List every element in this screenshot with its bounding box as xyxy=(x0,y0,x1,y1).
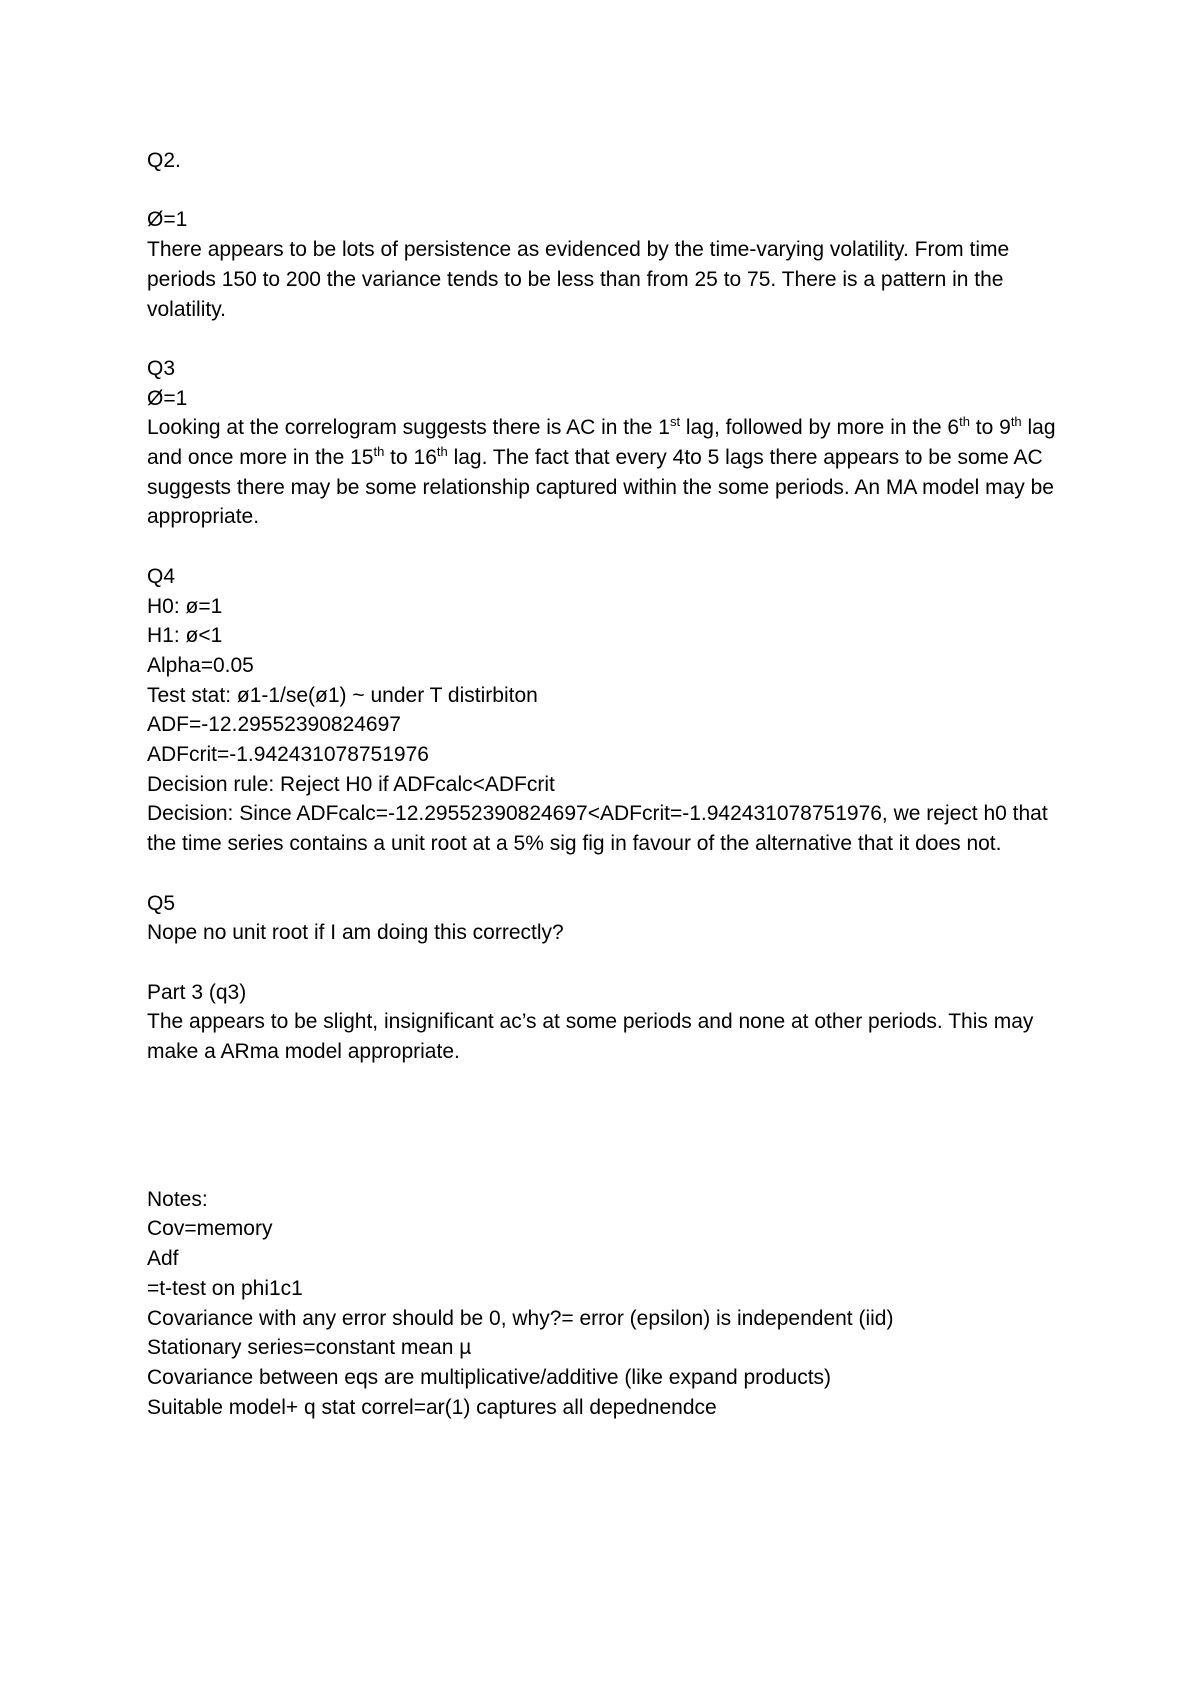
q3-heading: Q3 xyxy=(147,356,176,380)
q4-null-hypothesis: H0: ø=1 xyxy=(147,594,223,618)
spacer xyxy=(147,1067,1067,1185)
q3-text: to 16 xyxy=(384,446,437,469)
q4-heading: Q4 xyxy=(147,564,176,588)
ordinal-suffix: th xyxy=(373,444,385,459)
ordinal-suffix: th xyxy=(436,444,448,459)
note-item: Suitable model+ q stat correl=ar(1) captures all depednendce xyxy=(147,1395,717,1419)
q4-adf-critical: ADFcrit=-1.942431078751976 xyxy=(147,743,429,767)
spacer xyxy=(147,324,1067,354)
spacer xyxy=(147,859,1067,889)
document-page xyxy=(147,146,1067,1422)
q5-heading: Q5 xyxy=(147,891,176,915)
spacer xyxy=(147,948,1067,978)
ordinal-suffix: th xyxy=(1010,414,1022,430)
note-item: Adf xyxy=(147,1247,179,1271)
q2-heading: Q2. xyxy=(147,149,181,172)
note-item: Cov=memory xyxy=(147,1217,273,1241)
q4-adf-value: ADF=-12.29552390824697 xyxy=(147,713,401,737)
part3-heading: Part 3 (q3) xyxy=(147,980,247,1004)
q3-text: lag and once more in the 15 xyxy=(147,416,1056,469)
q3-text: lag, followed by more in the 6 xyxy=(680,416,960,440)
q2-phi: Ø=1 xyxy=(147,208,188,232)
q4-decision-rule: Decision rule: Reject H0 if ADFcalc<ADFcrit xyxy=(147,772,555,796)
q3-phi: Ø=1 xyxy=(147,386,188,410)
q4-test-stat: Test stat: ø1-1/se(ø1) ~ under T distirbiton xyxy=(147,683,538,707)
note-item: =t-test on phi1c1 xyxy=(147,1276,303,1300)
spacer xyxy=(147,532,1067,562)
note-item: Covariance with any error should be 0, why?= error (epsilon) is independent (iid) xyxy=(147,1306,894,1330)
part3-answer: The appears to be slight, insignificant ac’s at some periods and none at other periods. This may make a ARma model appropriate. xyxy=(147,1010,1034,1064)
q3-text: lag. The fact that every 4to 5 lags there appears to be some AC suggests there may be some relationship captured within the some periods. An MA model may be appropriate. xyxy=(147,446,1054,529)
notes-heading: Notes: xyxy=(147,1187,208,1211)
q3-text: Looking at the correlogram suggests there is AC in the 1 xyxy=(147,416,670,440)
q4-alpha: Alpha=0.05 xyxy=(147,653,254,677)
q3-answer xyxy=(147,413,1067,532)
q3-text: to 9 xyxy=(969,416,1011,440)
spacer xyxy=(147,176,1067,206)
q5-answer: Nope no unit root if I am doing this correctly? xyxy=(147,921,564,945)
ordinal-suffix: th xyxy=(959,414,970,430)
notes-list xyxy=(147,1214,1067,1422)
q4-alt-hypothesis: H1: ø<1 xyxy=(147,624,223,648)
ordinal-suffix: st xyxy=(669,414,681,430)
note-item: Covariance between eqs are multiplicative/additive (like expand products) xyxy=(147,1365,832,1389)
note-item: Stationary series=constant mean µ xyxy=(147,1336,472,1360)
q2-answer: There appears to be lots of persistence as evidenced by the time-varying volatility. From time periods 150 to 200 the variance tends to be less than from 25 to 75. There is a pattern in the volatility. xyxy=(147,238,1010,321)
q4-decision: Decision: Since ADFcalc=-12.29552390824697<ADFcrit=-1.942431078751976, we reject h0 that the time series contains a unit root at a 5% sig fig in favour of the alternative that it does not. xyxy=(147,802,1048,856)
